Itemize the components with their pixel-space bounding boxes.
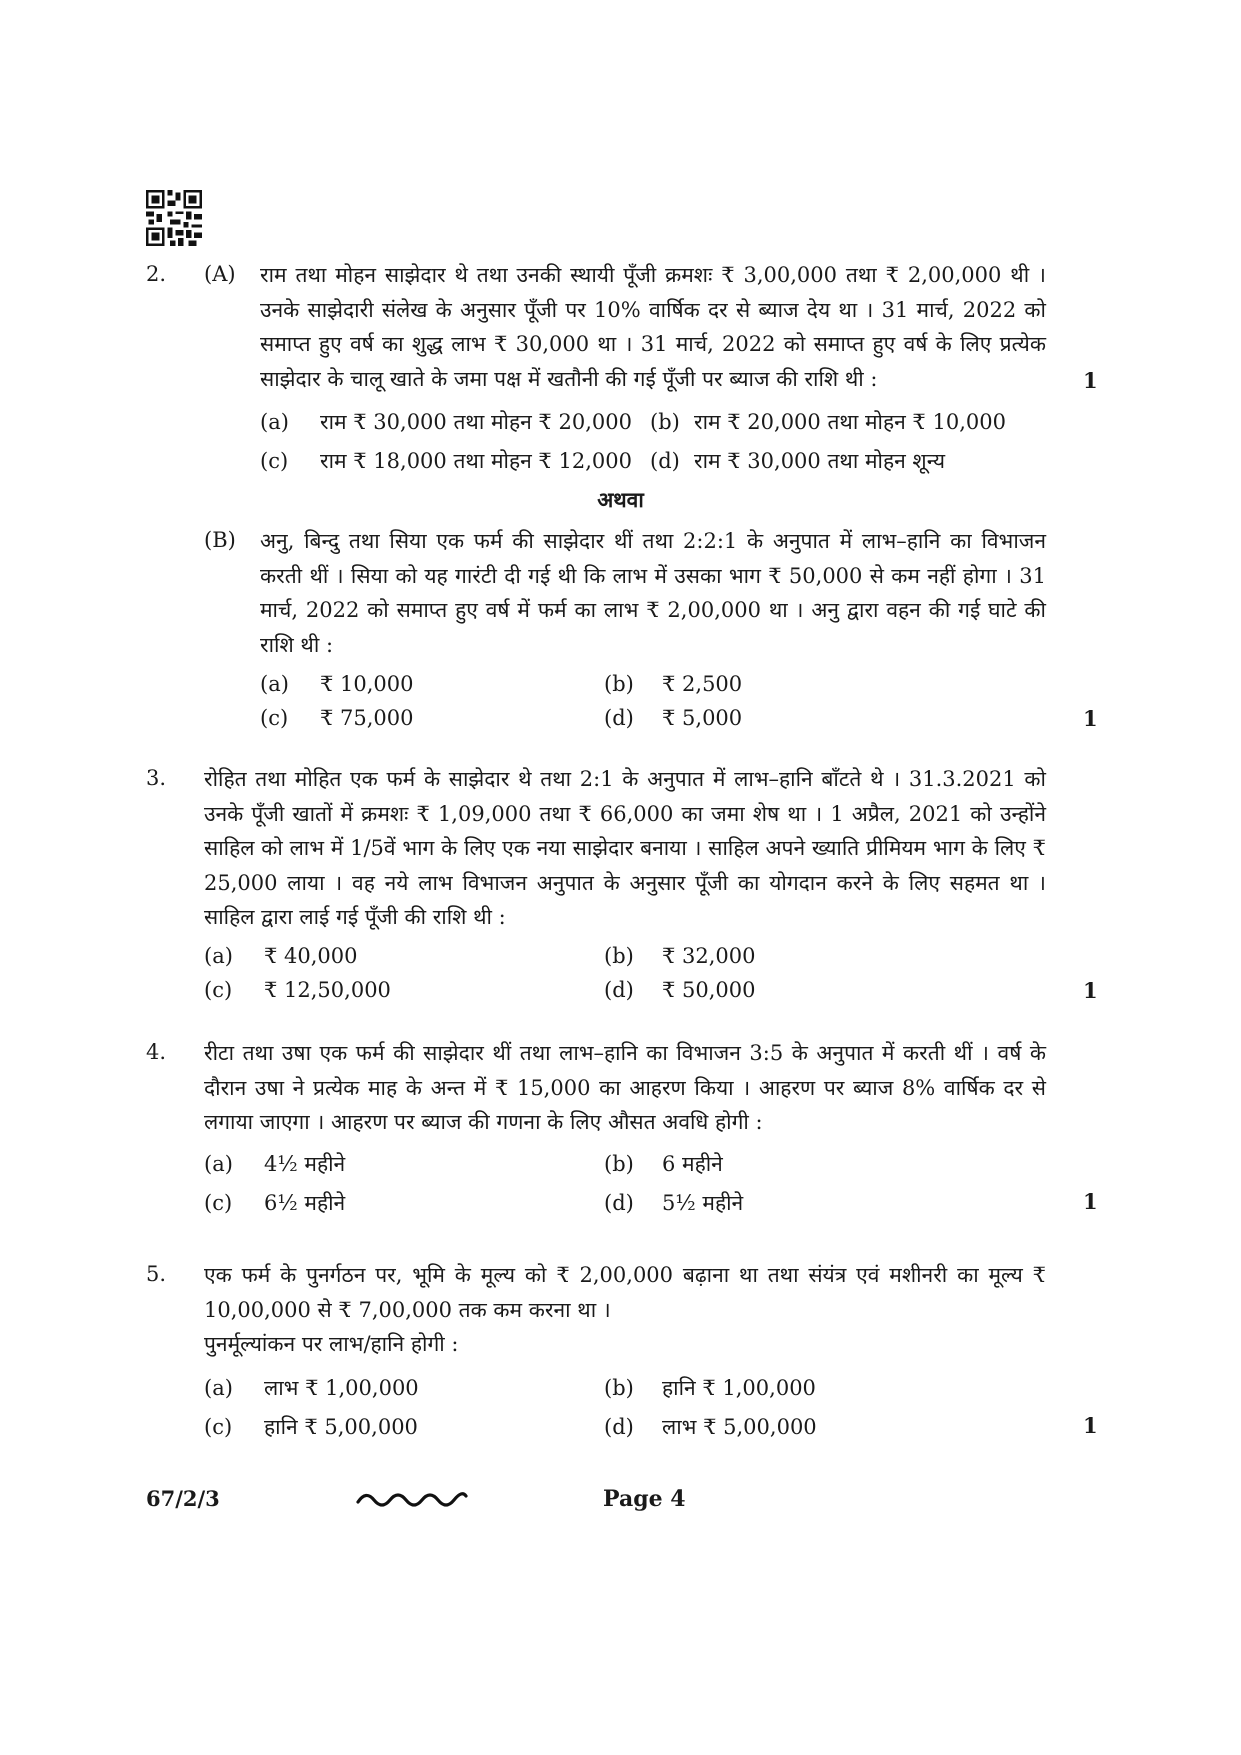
question-5-marks: 1 xyxy=(1083,1413,1098,1438)
option-label: (c) xyxy=(204,978,233,1002)
question-2b-label: (B) xyxy=(204,528,236,552)
question-4-option-a[interactable] xyxy=(204,1150,345,1178)
question-3-marks: 1 xyxy=(1083,978,1098,1003)
option-label: (b) xyxy=(604,944,634,968)
question-2a-option-a[interactable] xyxy=(260,408,632,436)
option-text: राम ₹ 30,000 तथा मोहन ₹ 20,000 xyxy=(320,410,632,434)
option-text: ₹ 32,000 xyxy=(662,944,756,968)
option-label: (b) xyxy=(650,410,680,434)
option-text: राम ₹ 30,000 तथा मोहन शून्य xyxy=(694,449,946,473)
question-5-option-b[interactable] xyxy=(604,1374,816,1402)
option-text: ₹ 12,50,000 xyxy=(264,978,391,1002)
or-separator: अथवा xyxy=(597,487,644,512)
option-label: (d) xyxy=(604,706,634,730)
option-text: ₹ 10,000 xyxy=(320,672,414,696)
option-text: राम ₹ 20,000 तथा मोहन ₹ 10,000 xyxy=(694,410,1006,434)
option-text: लाभ ₹ 5,00,000 xyxy=(662,1415,817,1439)
option-label: (c) xyxy=(260,449,289,473)
question-4-option-d[interactable] xyxy=(604,1189,743,1217)
question-5-option-c[interactable] xyxy=(204,1413,418,1441)
question-2b-marks: 1 xyxy=(1083,706,1098,731)
option-label: (c) xyxy=(260,706,289,730)
option-text: हानि ₹ 1,00,000 xyxy=(662,1376,816,1400)
question-5-subtext: पुनर्मूल्यांकन पर लाभ/हानि होगी : xyxy=(204,1332,459,1356)
question-3-option-d[interactable] xyxy=(604,978,756,1002)
page-number: Page 4 xyxy=(603,1486,686,1512)
question-5-option-d[interactable] xyxy=(604,1413,817,1441)
option-text: ₹ 50,000 xyxy=(662,978,756,1002)
option-text: लाभ ₹ 1,00,000 xyxy=(264,1376,419,1400)
question-5-number: 5. xyxy=(146,1262,167,1286)
paper-code: 67/2/3 xyxy=(146,1486,220,1511)
option-label: (c) xyxy=(204,1191,233,1215)
option-text: ₹ 5,000 xyxy=(662,706,743,730)
option-label: (d) xyxy=(604,978,634,1002)
option-label: (a) xyxy=(260,672,289,696)
question-2a-option-c[interactable] xyxy=(260,447,632,475)
question-4-option-b[interactable] xyxy=(604,1150,723,1178)
question-2a-option-b[interactable] xyxy=(650,408,1006,436)
option-label: (a) xyxy=(204,1376,233,1400)
tilde-ornament-icon xyxy=(356,1488,468,1510)
question-2b-option-a[interactable] xyxy=(260,672,414,696)
question-3-option-c[interactable] xyxy=(204,978,391,1002)
option-label: (d) xyxy=(604,1415,634,1439)
question-2b-option-b[interactable] xyxy=(604,672,742,696)
option-label: (b) xyxy=(604,672,634,696)
option-text: हानि ₹ 5,00,000 xyxy=(264,1415,418,1439)
option-text: राम ₹ 18,000 तथा मोहन ₹ 12,000 xyxy=(320,449,632,473)
option-label: (a) xyxy=(204,1152,233,1176)
option-label: (a) xyxy=(204,944,233,968)
question-5-text: एक फर्म के पुनर्गठन पर, भूमि के मूल्य को ₹ 2,00,000 बढ़ाना था तथा संयंत्र एवं मशीनरी का मूल्य ₹ 10,00,000 से ₹ 7,00,000 तक कम करना था । xyxy=(204,1263,1046,1322)
option-label: (d) xyxy=(604,1191,634,1215)
question-2a-option-d[interactable] xyxy=(650,447,945,475)
option-text: 6 महीने xyxy=(662,1152,723,1176)
option-text: ₹ 2,500 xyxy=(662,672,743,696)
qr-code-icon xyxy=(146,190,202,246)
question-2-number: 2. xyxy=(146,262,167,286)
option-label: (d) xyxy=(650,449,680,473)
question-3-text: रोहित तथा मोहित एक फर्म के साझेदार थे तथा 2:1 के अनुपात में लाभ–हानि बाँटते थे । 31.3.2021 को उनके पूँजी खातों में क्रमशः ₹ 1,09,000 तथा ₹ 66,000 का जमा शेष था । 1 अप्रैल, 2021 को उन्होंने साहिल को लाभ में 1/5वें भाग के लिए एक नया साझेदार बनाया । साहिल अपने ख्याति प्रीमियम भाग के लिए ₹ 25,000 लाया । वह नये लाभ विभाजन अनुपात के अनुसार पूँजी का योगदान करने के लिए सहमत था । साहिल द्वारा लाई गई पूँजी की राशि थी : xyxy=(204,767,1046,929)
question-4-text: रीटा तथा उषा एक फर्म की साझेदार थीं तथा लाभ–हानि का विभाजन 3:5 के अनुपात में करती थीं । वर्ष के दौरान उषा ने प्रत्येक माह के अन्त में ₹ 15,000 का आहरण किया । आहरण पर ब्याज 8% वार्षिक दर से लगाया जाएगा । आहरण पर ब्याज की गणना के लिए औसत अवधि होगी : xyxy=(204,1041,1046,1134)
question-4-option-c[interactable] xyxy=(204,1189,345,1217)
option-text: 4½ महीने xyxy=(264,1152,346,1176)
question-3-option-a[interactable] xyxy=(204,944,358,968)
option-text: ₹ 40,000 xyxy=(264,944,358,968)
question-2b-option-c[interactable] xyxy=(260,706,414,730)
option-label: (c) xyxy=(204,1415,233,1439)
option-text: ₹ 75,000 xyxy=(320,706,414,730)
question-2a-marks: 1 xyxy=(1083,368,1098,393)
question-2a-label: (A) xyxy=(204,262,236,286)
question-4-marks: 1 xyxy=(1083,1189,1098,1214)
question-2a-text: राम तथा मोहन साझेदार थे तथा उनकी स्थायी पूँजी क्रमशः ₹ 3,00,000 तथा ₹ 2,00,000 थी । उनके साझेदारी संलेख के अनुसार पूँजी पर 10% वार्षिक दर से ब्याज देय था । 31 मार्च, 2022 को समाप्त हुए वर्ष का शुद्ध लाभ ₹ 30,000 था । 31 मार्च, 2022 को समाप्त हुए वर्ष के लिए प्रत्येक साझेदार के चालू खाते के जमा पक्ष में खतौनी की गई पूँजी पर ब्याज की राशि थी : xyxy=(260,263,1046,391)
question-4-number: 4. xyxy=(146,1040,167,1064)
option-text: 6½ महीने xyxy=(264,1191,346,1215)
question-5-option-a[interactable] xyxy=(204,1374,419,1402)
option-label: (b) xyxy=(604,1152,634,1176)
question-3-option-b[interactable] xyxy=(604,944,756,968)
question-3-number: 3. xyxy=(146,766,167,790)
question-2b-option-d[interactable] xyxy=(604,706,742,730)
option-text: 5½ महीने xyxy=(662,1191,744,1215)
question-2b-text: अनु, बिन्दु तथा सिया एक फर्म की साझेदार थीं तथा 2:2:1 के अनुपात में लाभ–हानि का विभाजन करती थीं । सिया को यह गारंटी दी गई थी कि लाभ में उसका भाग ₹ 50,000 से कम नहीं होगा । 31 मार्च, 2022 को समाप्त हुए वर्ष में फर्म का लाभ ₹ 2,00,000 था । अनु द्वारा वहन की गई घाटे की राशि थी : xyxy=(260,529,1046,657)
option-label: (b) xyxy=(604,1376,634,1400)
option-label: (a) xyxy=(260,410,289,434)
